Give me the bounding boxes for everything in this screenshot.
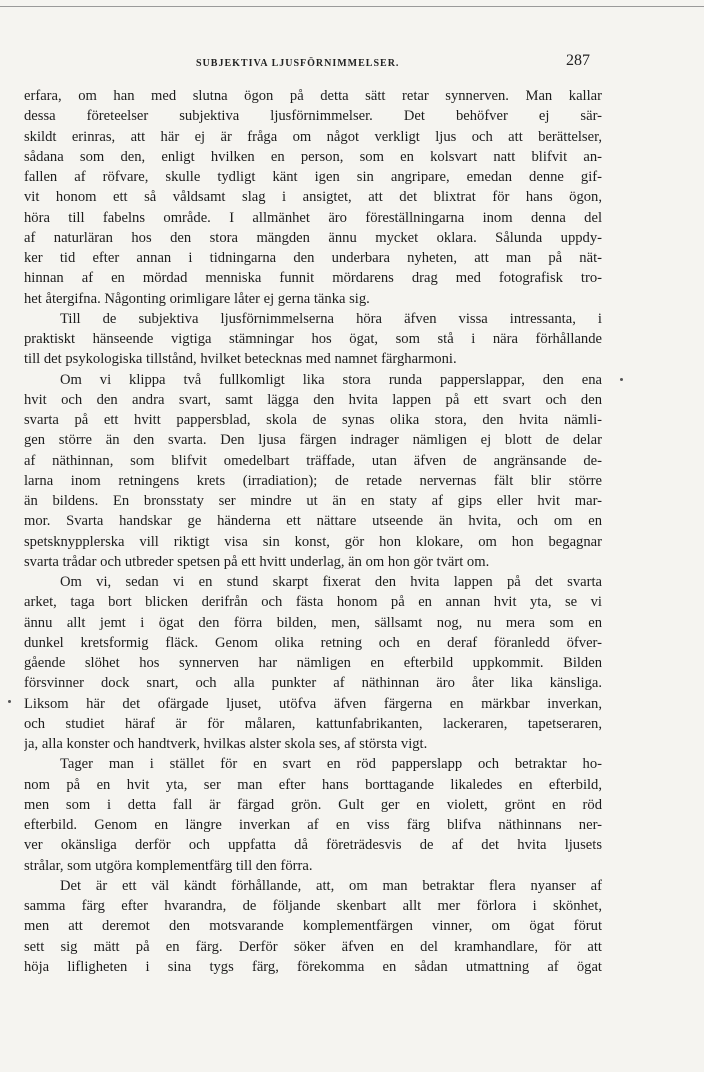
text-line: Tager man i stället för en svart en röd papperslapp och betraktar ho- [60,756,602,773]
text-line: ker tid efter annan i tidningarna den underbara nyheten, att man på nät- [24,250,602,266]
text-line: sett sig mätt på en färg. Derför söker äfven en del kramhandlare, för att [24,938,602,955]
text-line: Om vi klippa två fullkomligt lika stora runda papperslappar, den ena [60,371,602,388]
text-line: dessa företeelser subjektiva ljusförnimmelser. Det behöfver ej sär- [24,108,602,125]
text-line: spetsknypplerska vill riktigt visa sin konst, gör hon klokare, om hon begagnar [24,533,602,550]
text-line: än bildens. En bronsstaty ser mindre ut än en staty af gips eller hvit mar- [24,493,602,509]
text-line: svarta på ett hvitt pappersblad, skola de synas olika stora, den hvita nämli- [24,412,602,428]
page-number: 287 [566,52,590,69]
text-line: nom på en hvit yta, ser man efter hans borttagande likaledes en efterbild, [24,776,602,793]
text-line: svarta trådar och utbreder spetsen på ett hvitt underlag, än om hon gör tvärt om. [24,553,490,570]
scan-top-edge [0,6,704,7]
text-line: ver okänsliga derför och uppfatta då företrädesvis de af det hvita ljusets [24,837,602,854]
text-line: höra till fabelns område. I allmänhet äro föreställningarna inom denna del [24,209,602,226]
text-line: Liksom här det ofärgade ljuset, utöfva äfven färgerna en märkbar inverkan, [24,695,602,712]
text-line: af näthinnan, som blifvit omedelbart träffade, utan äfven de angränsande de- [24,452,602,469]
text-line: vit honom ett så våldsamt slag i ansigtet, att det blixtrat för hans ögon, [24,189,602,206]
margin-speck [8,700,11,703]
text-line: skildt erinras, att här ej är fråga om något verkligt ljus och att berättelser, [24,128,602,145]
text-line: Till de subjektiva ljusförnimmelserna höra äfven vissa intressanta, i [60,310,602,327]
text-line: hvit och den andra svart, samt lägga den hvita lappen på ett svart och den [24,391,602,408]
text-line: arket, taga bort blicken derifrån och fästa honom på en annan hvit yta, se vi [24,594,602,611]
text-line: höja lifligheten i sina tygs färg, förekomma en sådan utmattning af ögat [24,958,602,975]
text-line: sådana som den, enligt hvilken en person, som en kolsvart natt blifvit an- [24,148,602,165]
text-line: till det psykologiska tillstånd, hvilket betecknas med namnet färgharmoni. [24,351,457,368]
text-line: men att deremot den motsvarande komplementfärgen vinner, om ögat förut [24,918,602,935]
text-line: ännu allt jemt i ögat den förra bilden, men, sällsamt nog, nu mera som en [24,614,602,631]
text-line: fallen af röfvare, skulle tydligt känt igen sin angripare, emedan denne gif- [24,169,602,185]
text-line: mor. Svarta handskar ge händerna ett nättare utseende än hvita, och om en [24,513,602,530]
text-line: strålar, som utgöra komplementfärg till den förra. [24,857,313,874]
text-line: Om vi, sedan vi en stund skarpt fixerat den hvita lappen på det svarta [60,574,602,590]
text-line: af naturläran hos den stora mängden ännu mycket oklara. Sålunda uppdy- [24,229,602,246]
text-line: larna inom retningens krets (irradiation); de retade nervernas fält blir större [24,472,602,489]
body-text [24,86,602,977]
text-line: men som i detta fall är färgad grön. Gult ger en violett, grönt en röd [24,796,602,813]
text-line: erfara, om han med slutna ögon på detta sätt retar synnerven. Man kallar [24,88,602,104]
text-line: och studiet häraf är för målaren, kattunfabrikanten, lackeraren, tapetseraren, [24,715,602,732]
text-line: gen större än den svarta. Den ljusa färgen indrager nämligen ej blott de delar [24,432,602,449]
text-line: ja, alla konster och handtverk, hvilkas alster skola ses, af största vigt. [24,736,428,752]
margin-speck [620,378,623,381]
text-line: försvinner dock snart, och alla punkter af näthinnan äro åter lika känsliga. [24,675,602,692]
text-line: het återgifna. Någonting orimligare låter ej gerna tänka sig. [24,290,370,307]
text-line: gående slöhet hos synnerven har nämligen en efterbild uppkommit. Bilden [24,655,602,671]
running-head: SUBJEKTIVA LJUSFÖRNIMMELSER. [196,58,400,69]
text-line: efterbild. Genom en längre inverkan af en viss färg blifva näthinnans ner- [24,817,602,833]
text-line: praktiskt hänseende vigtiga stämningar hos ögat, som stå i nära förhållande [24,331,602,347]
text-line: samma färg efter hvarandra, de följande skenbart allt mer förlora i skönhet, [24,898,602,914]
text-line: dunkel kretsformig fläck. Genom olika retning och en deraf föranledd öfver- [24,634,602,651]
text-line: hinnan af en mördad menniska funnit mördarens drag med fotografisk tro- [24,270,602,287]
text-line: Det är ett väl kändt förhållande, att, om man betraktar flera nyanser af [60,877,602,894]
